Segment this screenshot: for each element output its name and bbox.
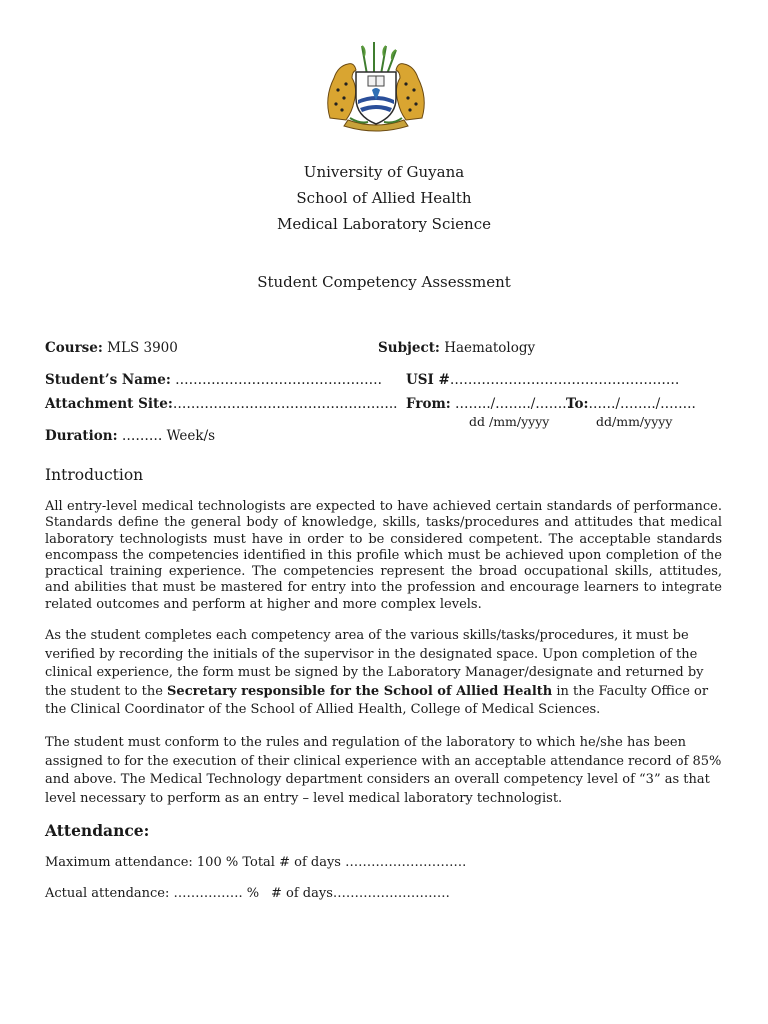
to-date-format: dd/mm/yyyy — [596, 414, 673, 429]
subject-label: Subject: — [378, 340, 440, 356]
from-date-format: dd /mm/yyyy — [469, 414, 550, 429]
course-label: Course: — [45, 340, 103, 356]
student-name-blank[interactable]: ………………………………………. — [175, 372, 382, 388]
document-title: Student Competency Assessment — [257, 273, 511, 291]
university-name: University of Guyana — [303, 163, 465, 181]
attendance-heading: Attendance: — [45, 821, 150, 840]
introduction-paragraph-2 — [45, 627, 722, 720]
course-value: MLS 3900 — [107, 340, 178, 356]
attachment-site-blank[interactable]: ………………………………………….. — [172, 396, 398, 412]
program-name: Medical Laboratory Science — [277, 215, 491, 233]
subject-value: Haematology — [444, 340, 536, 356]
duration-field[interactable] — [45, 428, 215, 444]
from-date-blank[interactable]: ……../……../…….. — [455, 396, 571, 412]
duration-blank[interactable]: ……… Week/s — [121, 428, 216, 444]
student-name-field[interactable] — [45, 372, 382, 388]
school-name: School of Allied Health — [296, 189, 472, 207]
course-field — [45, 340, 178, 356]
days-attended-line[interactable]: # of days……………………… — [271, 886, 450, 901]
attachment-site-field[interactable] — [45, 396, 397, 412]
introduction-paragraph-1: All entry-level medical technologists are expected to have achieved certain standards of performance. Standards define the general body of knowledge, skills, tasks/procedures and attitudes that medical laboratory technologists must have in order to be considered competent. The acceptable standards encompass the competencies identified in this profile which must be achieved upon completion of the practical training experience. The competencies represent the broad occupational skills, attitudes, and abilities that must be mastered for entry into the profession and encourage learners to integrate related outcomes and perform at higher and more complex levels. — [45, 499, 722, 612]
usi-blank[interactable]: …………………………………………… — [449, 372, 680, 388]
usi-label: USI # — [406, 372, 450, 388]
to-label: To: — [566, 396, 589, 412]
university-crest-icon — [316, 40, 436, 136]
duration-label: Duration: — [45, 428, 118, 444]
attachment-site-label: Attachment Site: — [45, 396, 173, 412]
paragraph-2-end: in the Faculty Office or the Clinical Coordinator of the School of Allied Health, College of Medical Sciences. — [45, 683, 709, 718]
to-date-blank[interactable]: ……/……../…….. — [588, 396, 696, 412]
maximum-attendance-line[interactable]: Maximum attendance: 100 % Total # of days ………………………. — [45, 855, 467, 870]
actual-attendance-line[interactable]: Actual attendance: ……………. % — [45, 886, 260, 901]
introduction-paragraph-3: The student must conform to the rules and regulation of the laboratory to which he/she has been assigned to for the execution of their clinical experience with an acceptable attendance record of 85% and above. The Medical Technology department considers an overall competency level of “3” as that level necessary to perform as an entry – level medical laboratory technologist. — [45, 735, 722, 806]
student-name-label: Student’s Name: — [45, 372, 171, 388]
from-date-field[interactable] — [406, 396, 571, 412]
usi-field[interactable] — [406, 372, 679, 388]
to-date-field[interactable] — [566, 396, 696, 412]
subject-field — [378, 340, 535, 356]
paragraph-2-start: As the student completes each competency area of the various skills/tasks/procedures, it must be verified by recording the initials of the supervisor in the designated space. Upon completion of the clinical experience, the form must be signed by the Laboratory Manager/designate and returned by the student to the — [45, 628, 704, 699]
from-label: From: — [406, 396, 451, 412]
paragraph-2-bold: Secretary responsible for the School of Allied Health — [167, 683, 553, 699]
introduction-heading: Introduction — [45, 466, 144, 484]
